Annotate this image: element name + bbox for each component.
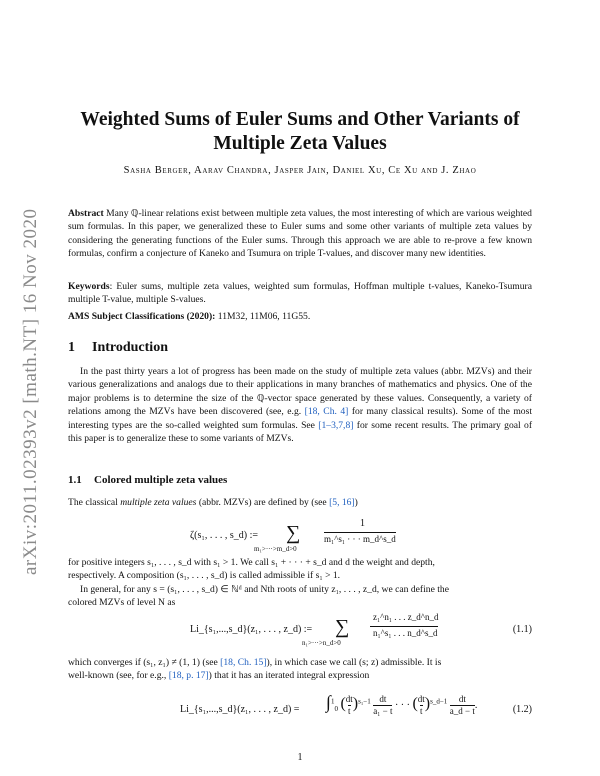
sum-symbol: ∑ (286, 522, 301, 544)
title-line-1: Weighted Sums of Euler Sums and Other Variants of (80, 109, 520, 130)
citation-link[interactable]: [18, Ch. 15] (220, 657, 267, 668)
zeta-explanation (68, 556, 532, 583)
equation-1-2 (180, 690, 480, 730)
author-list: Sasha Berger, Aarav Chandra, Jasper Jain, Daniel Xu, Ce Xu and J. Zhao (123, 165, 477, 176)
conv-text-2: ), in which case we call (s; z) admissible. It is (266, 657, 442, 668)
ams-classification (68, 310, 532, 323)
conv-text-1: which converges if (s₁, z₁) ≠ (1, 1) (see (68, 657, 221, 668)
conv-text-4: ) that it has an iterated integral expression (208, 670, 370, 682)
subsection-heading (68, 474, 227, 486)
zeta-explanation-line-1: for positive integers s₁, . . . , s_d with s₁ > 1. We call s₁ + · · · + s_d and d the weight and depth, (68, 557, 435, 568)
colored-line-1: In general, for any s = (s₁, . . . , s_d) ∈ ℕᵈ and Nth roots of unity z₁, . . . , z_d, we can define the (80, 584, 449, 595)
equation-label-1-1: (1.1) (512, 624, 532, 635)
citation-link[interactable]: [5, 16] (329, 497, 355, 508)
zeta-numerator: 1 (360, 518, 365, 529)
mzv-text-1: The classical (68, 497, 121, 508)
subsection-number: 1.1 (68, 474, 82, 486)
zeta-sum-subscript: m₁>···>m_d>0 (254, 545, 297, 553)
mzv-emphasis: multiple zeta values (120, 497, 197, 508)
fraction-bar (324, 532, 396, 533)
ams-text: 11M32, 11M06, 11G55. (215, 311, 311, 322)
li-numerator: z₁^n₁ . . . z_d^n_d (373, 612, 439, 622)
equation-1-1 (190, 612, 440, 652)
arxiv-stamp-text: arXiv:2011.02393v2 [math.NT] 16 Nov 2020 (20, 208, 41, 575)
section-number: 1 (68, 340, 75, 355)
paper-title (60, 108, 540, 156)
mzv-definition-intro (68, 496, 532, 509)
intro-paragraph (68, 365, 532, 445)
mzv-text-3: ) (354, 497, 358, 508)
subsection-title: Colored multiple zeta values (94, 474, 228, 486)
li-lhs: Li_{s₁,...,s_d}(z₁, . . . , z_d) := (190, 624, 313, 635)
citation-link[interactable]: [18, p. 17] (168, 670, 209, 682)
equation-zeta (190, 518, 430, 554)
page-number: 1 (297, 752, 303, 763)
li-denominator: n₁^s₁ . . . n_d^s_d (373, 628, 438, 638)
int-lhs: Li_{s₁,...,s_d}(z₁, . . . , z_d) = (180, 704, 300, 715)
citation-link[interactable]: [18, Ch. 4] (304, 406, 349, 418)
conv-text-3: well-known (see, for e.g., (68, 670, 169, 682)
zeta-explanation-line-2: respectively. A composition (s₁, . . . , s_d) is called admissible if s₁ > 1. (68, 570, 341, 582)
integral-body: ∫$^1_0$ (dt t )$^{s_1-1}$ dt a₁ − t · · · (dt t )$^{s\_d-1}$ dt a_d − t. (326, 692, 478, 717)
intro-text-3: for some recent results. The primary goal of this paper is to generalize these to some variants of MZVs. (68, 419, 533, 445)
abstract-label: Abstract (68, 208, 104, 219)
abstract-text: Many ℚ-linear relations exist between multiple zeta values, the most interesting of which are various weighted sum formulas. In this paper, we generalized these to Euler sums and some other variants of multiple zeta values by considering the generating functions of the Euler sums. Through this approach we are able to re-prove a few known formulas, confirm a conjecture of Kaneko and Tsumura on triple T-values, and discover many new identities. (68, 208, 532, 260)
li-sum-subscript: n₁>···>n_d>0 (302, 639, 341, 647)
abstract (68, 207, 532, 261)
arxiv-stamp (8, 175, 48, 575)
zeta-lhs: ζ(s₁, . . . , s_d) := (190, 530, 258, 541)
keywords-label: Keywords (68, 281, 110, 292)
zeta-denominator: m₁^s₁ · · · m_d^s_d (324, 534, 396, 544)
section-title: Introduction (92, 340, 168, 355)
keywords-text: : Euler sums, multiple zeta values, weighted sum formulas, Hoffman multiple t-values, Kaneko-Tsumura multiple T-value, multiple S-values. (68, 281, 532, 306)
equation-label-1-2: (1.2) (512, 704, 532, 715)
ams-label: AMS Subject Classifications (2020): (68, 311, 216, 322)
convergence-paragraph (68, 656, 532, 683)
colored-line-2: colored MZVs of level N as (68, 597, 176, 609)
intro-text-2: for many classical results). Some of the most interesting types are the so-called weighted sum formulas. See (68, 406, 532, 431)
title-line-2: Multiple Zeta Values (213, 133, 387, 154)
intro-text-1: In the past thirty years a lot of progress has been made on the study of multiple zeta values (abbr. MZVs) and their various generalizations and analogs due to their applications in many branches of mathematics and physics. One of the major problems is to determine the size of the ℚ-vector space generated by these values. Consequently, a variety of relations among the MZVs have been discovered (see, e.g. (68, 366, 532, 418)
fraction-bar (370, 626, 438, 627)
colored-mzv-paragraph (68, 583, 532, 610)
citation-link[interactable]: [1–3,7,8] (318, 419, 354, 431)
section-heading-introduction (68, 340, 168, 356)
mzv-text-2: (abbr. MZVs) are defined by (see (196, 497, 330, 508)
keywords (68, 280, 532, 307)
sum-symbol: ∑ (335, 616, 350, 638)
